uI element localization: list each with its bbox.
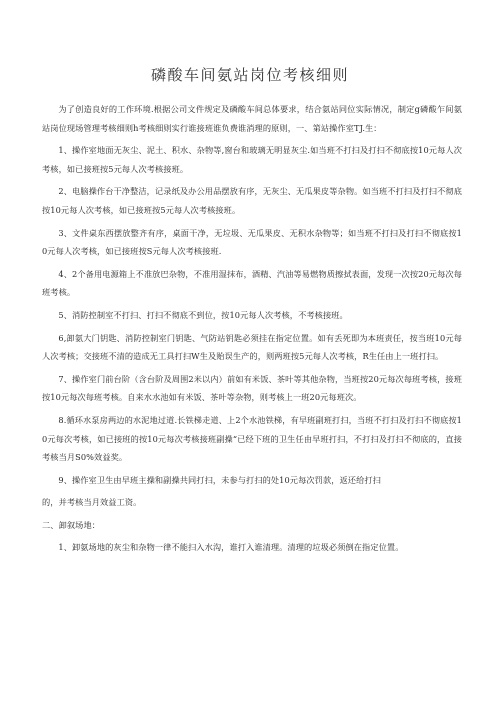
section-2-item-1: 1、卸氨场地的灰尘和杂物一律不能扫入水沟，谁打入谁清理。清理的垃圾必须倒在指定位置。 — [58, 542, 404, 553]
rule-item-6: 6,卸氨大门钥匙、消防控制室门钥匙、气防站钥匙必须挂在指定位置。如有丢死即为本班责任，按当班10元每人次考核；交接班不清的造成无工具打扫W生及贻误生产的，则两班按5元每人次考核，R生任由上一班打扫。 — [42, 332, 462, 362]
rule-item-1: 1、操作室地面无灰尘、泥土、积水、杂物等,窗台和玻璃无明显灰尘.如当班不打扫及打扫不彻底按10元每人次考核，如已接班按5元每人次考核接班。 — [42, 145, 462, 174]
document-title: 磷酸车间氨站岗位考核细则 — [150, 66, 349, 84]
rule-item-7: 7、操作室门前台阶（含台阶及周围2米以内）前如有米饭、茶叶等其他杂物，当班按20元每次每班考核，接班按10元每次每班考核。自来水水池如有米饭、茶叶等杂物，则考核上一班20元每班次。 — [42, 373, 462, 403]
rule-item-9-continuation: 的，并考核当月效益工资。 — [42, 497, 142, 508]
rule-item-9: 9、操作室卫生由早班主操和副操共同打扫，未参与打扫的处10元每次罚款，返还给打扫 — [58, 474, 381, 485]
rule-item-2: 2、电脑操作台干净整洁，记录纸及办公用品摆放有序，无灰尘、无瓜果皮等杂物。如当班不打扫及打扫不彻底按10元每人次考核，如已接班按5元每人次考核接班。 — [42, 186, 462, 215]
rule-item-5: 5、消防控制室不打扫、打扫不彻底不到位，按10元每人次考核，不考核接班。 — [58, 309, 348, 320]
document-body — [42, 100, 462, 561]
rule-item-4: 4、2个备用电源箱上不准放巴杂物，不准用湿抹布，酒精、汽油等易燃物质擦拭表面，发现一次按20元每次每班考核。 — [42, 268, 462, 298]
section-heading-2: 二、卸叙场地： — [42, 519, 101, 530]
rule-item-8: 8.循环水泵房两边的水泥地过道.长铁梯走道、上2个水池铁梯，有早班副班打扫，当班不打扫及打扫不彻底按10元每次考核，如已接班的按10元每次考核接班副操“已经下班的卫生任由早班打扫，不打扫及打扫不彻底的，直接考核当月S0%效益奖。 — [42, 414, 462, 463]
intro-paragraph: 为了创造良好的工作环境.根据公司文件规定及磷酸车间总体要求，结合氨站同位实际情况，制定g磷酸乍间氨站岗位现场管理考核细则h考核细则实行谁接班谁负费谁消理的原则，一、第站操作室TJ.生： — [42, 104, 462, 133]
rule-item-3: 3、文件桌东西摆放整齐有序，桌面干净，无垃圾、无瓜果皮、无积水杂物等；如当班不打扫及打扫不彻底按10元每人次考核，如已接班按S元每人次考核接班. — [42, 227, 462, 257]
